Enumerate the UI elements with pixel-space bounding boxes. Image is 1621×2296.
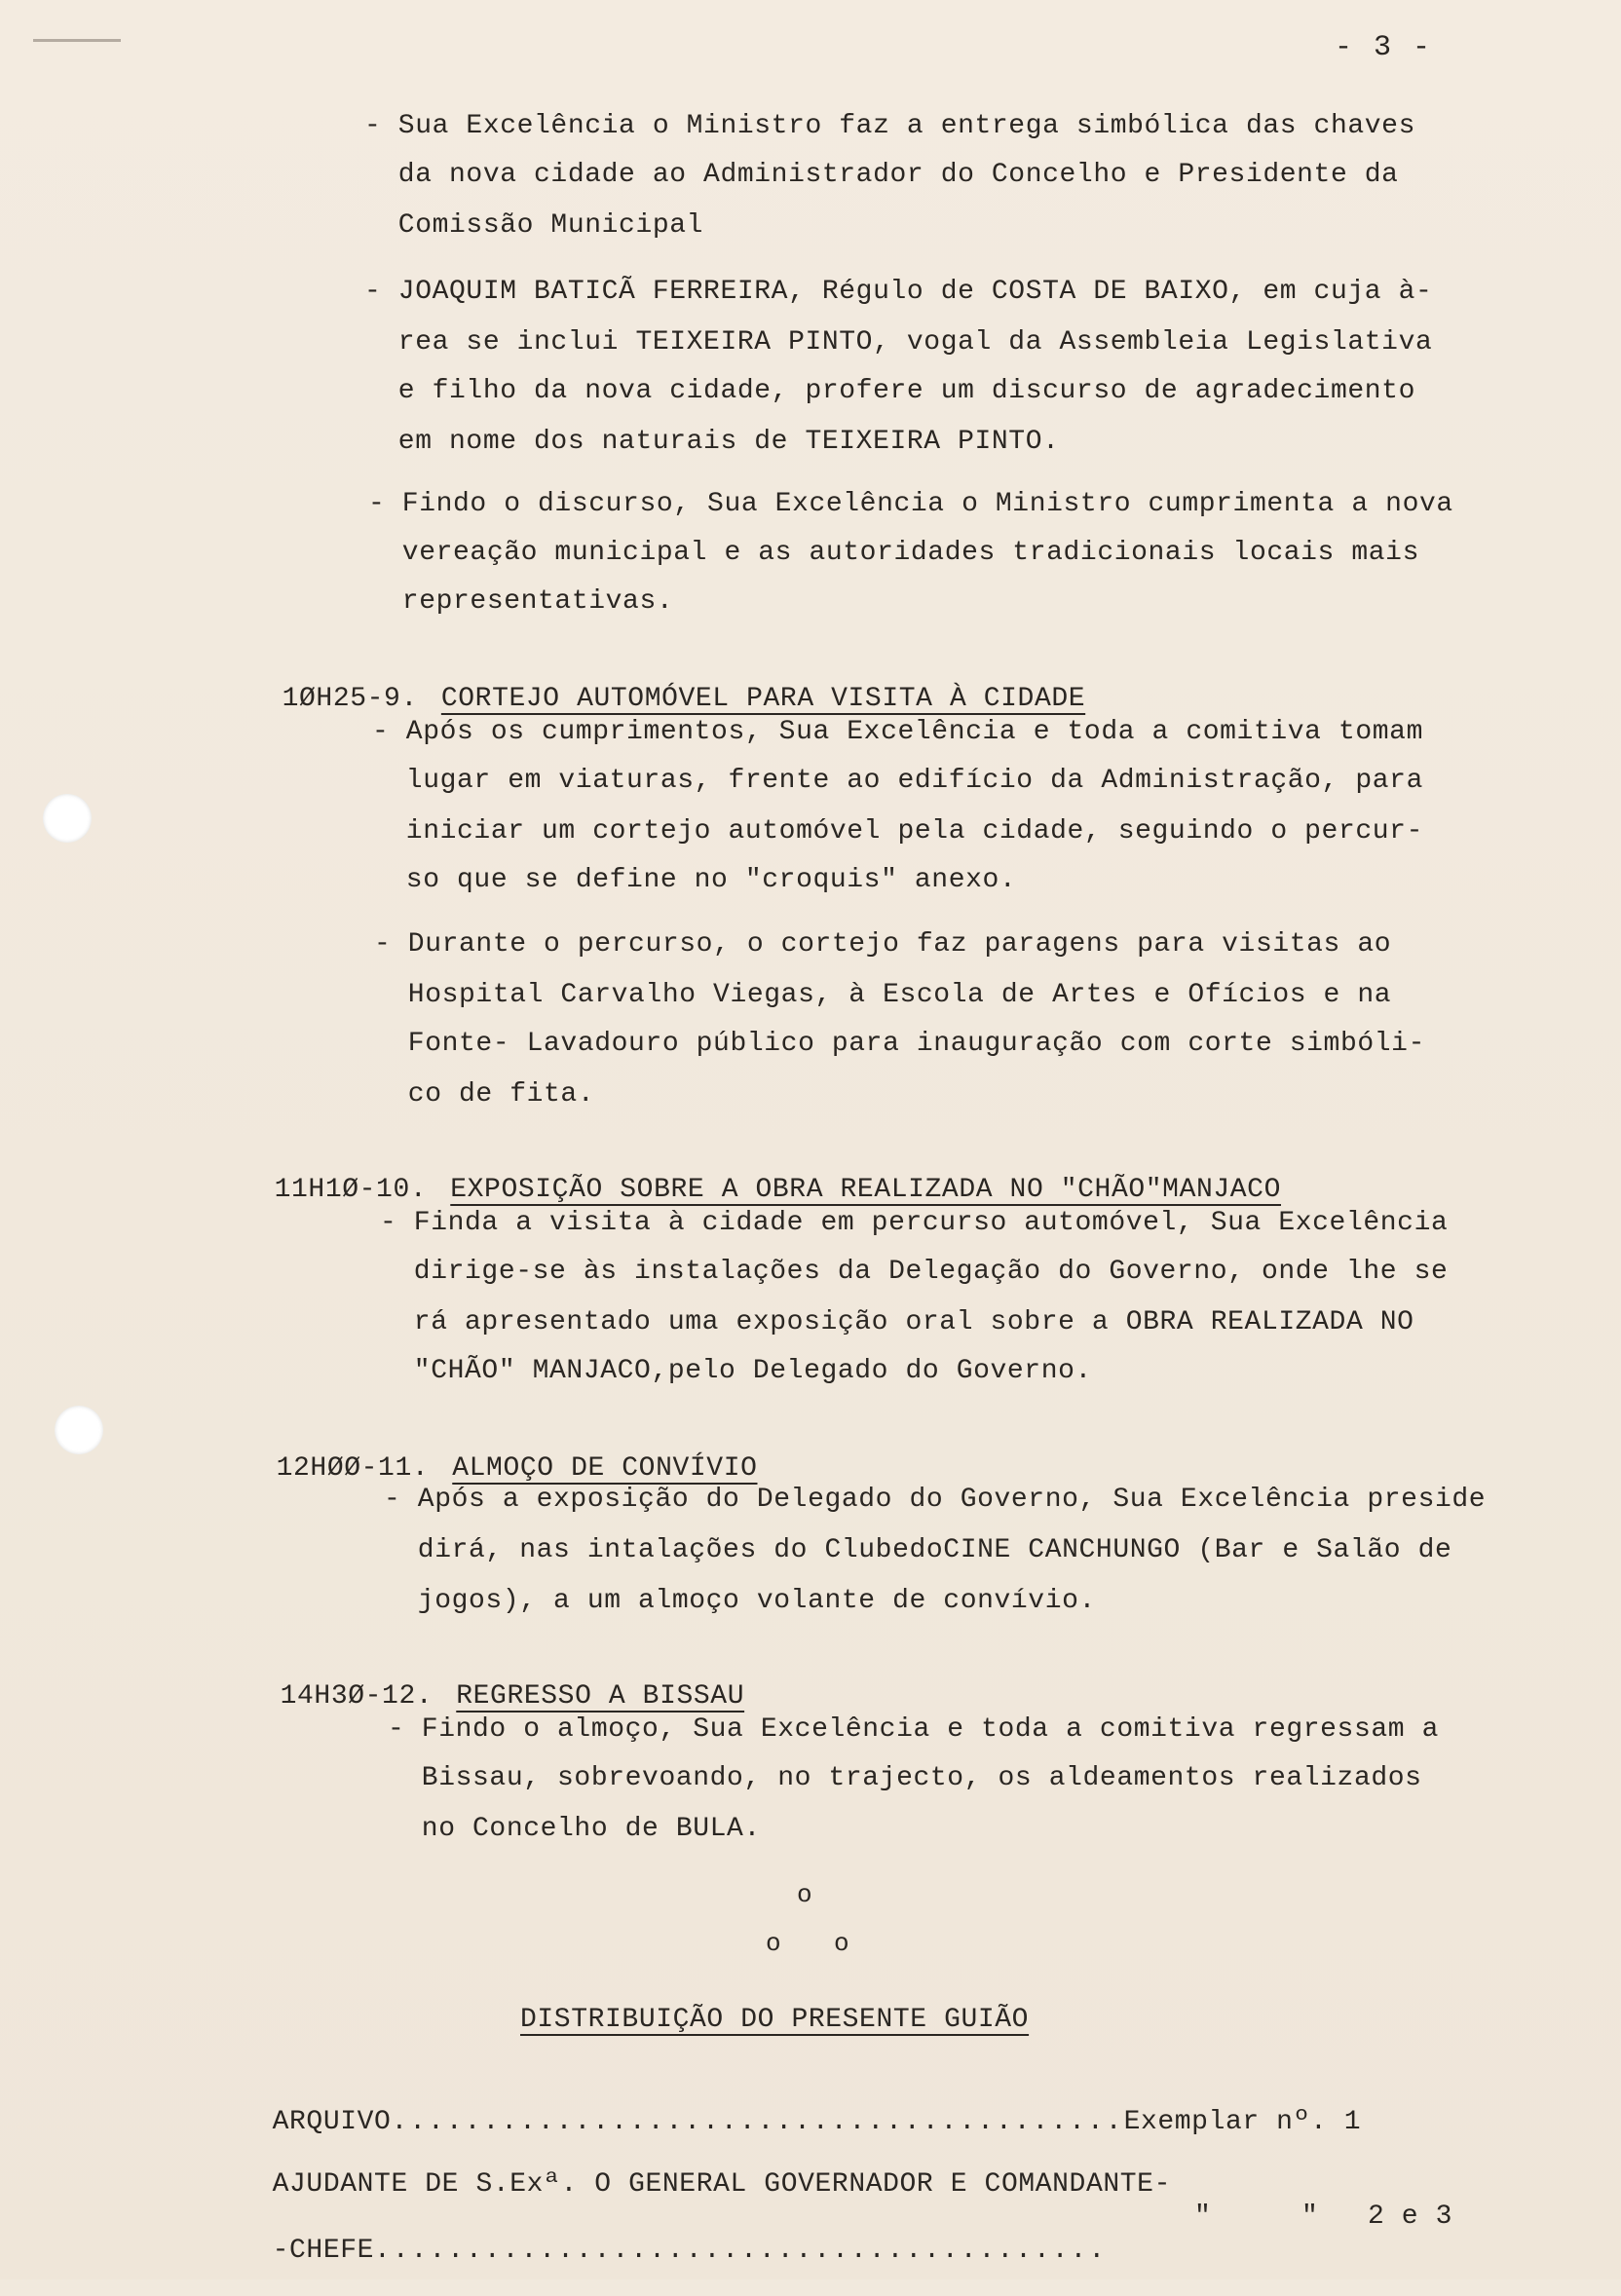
section-time: 14H3Ø-12.: [280, 1681, 434, 1712]
distribution-title: DISTRIBUIÇÃO DO PRESENTE GUIÃO: [520, 2005, 1030, 2035]
text-line: "CHÃO" MANJACO,pelo Delegado do Governo.: [380, 1356, 1092, 1386]
section-time: 12HØØ-11.: [276, 1453, 430, 1484]
text-line: em nome dos naturais de TEIXEIRA PINTO.: [364, 427, 1060, 457]
leader-dots: ........................................: [391, 2107, 1124, 2137]
separator-circle: o: [766, 1929, 781, 1958]
text-line: - Após a exposição do Delegado do Governo, Sua Excelência preside: [384, 1485, 1487, 1515]
section-time: 11H1Ø-10.: [274, 1175, 428, 1205]
text-line: - JOAQUIM BATICÃ FERREIRA, Régulo de COSTA DE BAIXO, em cuja à-: [364, 277, 1433, 307]
section-title: REGRESSO A BISSAU: [456, 1681, 745, 1712]
text-line: rea se inclui TEIXEIRA PINTO, vogal da Assembleia Legislativa: [364, 327, 1433, 358]
scan-mark: [33, 39, 121, 42]
text-line: iniciar um cortejo automóvel pela cidade, seguindo o percur-: [372, 816, 1423, 847]
section-time: 1ØH25-9.: [282, 684, 418, 714]
text-line: - Sua Excelência o Ministro faz a entrega simbólica das chaves: [364, 111, 1415, 141]
text-line: rá apresentado uma exposição oral sobre a OBRA REALIZADA NO: [380, 1307, 1414, 1337]
distribution-label: -CHEFE: [272, 2236, 375, 2266]
separator-circle: o: [797, 1880, 812, 1909]
section-title: CORTEJO AUTOMÓVEL PARA VISITA À CIDADE: [440, 684, 1086, 714]
text-line: jogos), a um almoço volante de convívio.: [384, 1586, 1096, 1616]
punch-hole-bottom: [55, 1406, 103, 1454]
text-line: Comissão Municipal: [364, 210, 704, 241]
text-line: dirige-se às instalações da Delegação do Governo, onde lhe se: [380, 1257, 1449, 1287]
distribution-value: 2 e 3: [1368, 2202, 1453, 2232]
text-line: Bissau, sobrevoando, no trajecto, os aldeamentos realizados: [388, 1763, 1422, 1793]
section-title: EXPOSIÇÃO SOBRE A OBRA REALIZADA NO "CHÃO"MANJACO: [450, 1175, 1281, 1205]
text-line: Fonte- Lavadouro público para inauguração com corte simbóli-: [374, 1029, 1425, 1059]
distribution-row: [205, 2205, 1107, 2296]
distribution-value: Exemplar nº. 1: [1123, 2107, 1362, 2137]
text-line: lugar em viaturas, frente ao edifício da Administração, para: [372, 766, 1423, 796]
section-title: ALMOÇO DE CONVÍVIO: [452, 1453, 758, 1484]
text-line: - Findo o almoço, Sua Excelência e toda a comitiva regressam a: [388, 1714, 1439, 1745]
text-line: so que se define no "croquis" anexo.: [372, 865, 1017, 895]
text-line: e filho da nova cidade, profere um discurso de agradecimento: [364, 376, 1415, 406]
distribution-label: ARQUIVO: [272, 2107, 392, 2137]
ditto-mark: ": [1301, 2202, 1319, 2232]
text-line: no Concelho de BULA.: [388, 1814, 761, 1844]
text-line: - Findo o discurso, Sua Excelência o Ministro cumprimenta a nova: [368, 489, 1453, 519]
text-line: - Finda a visita à cidade em percurso automóvel, Sua Excelência: [380, 1208, 1449, 1238]
separator-circle: o: [834, 1929, 849, 1958]
text-line: dirá, nas intalações do ClubedoCINE CANCHUNGO (Bar e Salão de: [384, 1535, 1452, 1565]
leader-dots: ........................................: [374, 2236, 1108, 2266]
text-line: vereação municipal e as autoridades tradicionais locais mais: [368, 538, 1419, 568]
text-line: - Após os cumprimentos, Sua Excelência e toda a comitiva tomam: [372, 717, 1423, 747]
text-line: - Durante o percurso, o cortejo faz paragens para visitas ao: [374, 929, 1392, 960]
page-number: - 3 -: [1335, 31, 1433, 64]
ditto-mark: ": [1194, 2202, 1212, 2232]
text-line: Hospital Carvalho Viegas, à Escola de Artes e Ofícios e na: [374, 980, 1392, 1010]
punch-hole-top: [43, 794, 92, 843]
text-line: da nova cidade ao Administrador do Concelho e Presidente da: [364, 160, 1399, 190]
distribution-label: AJUDANTE DE S.Exª. O GENERAL GOVERNADOR E COMANDANTE-: [272, 2169, 1171, 2200]
text-line: representativas.: [368, 586, 674, 617]
text-line: co de fita.: [374, 1079, 595, 1110]
